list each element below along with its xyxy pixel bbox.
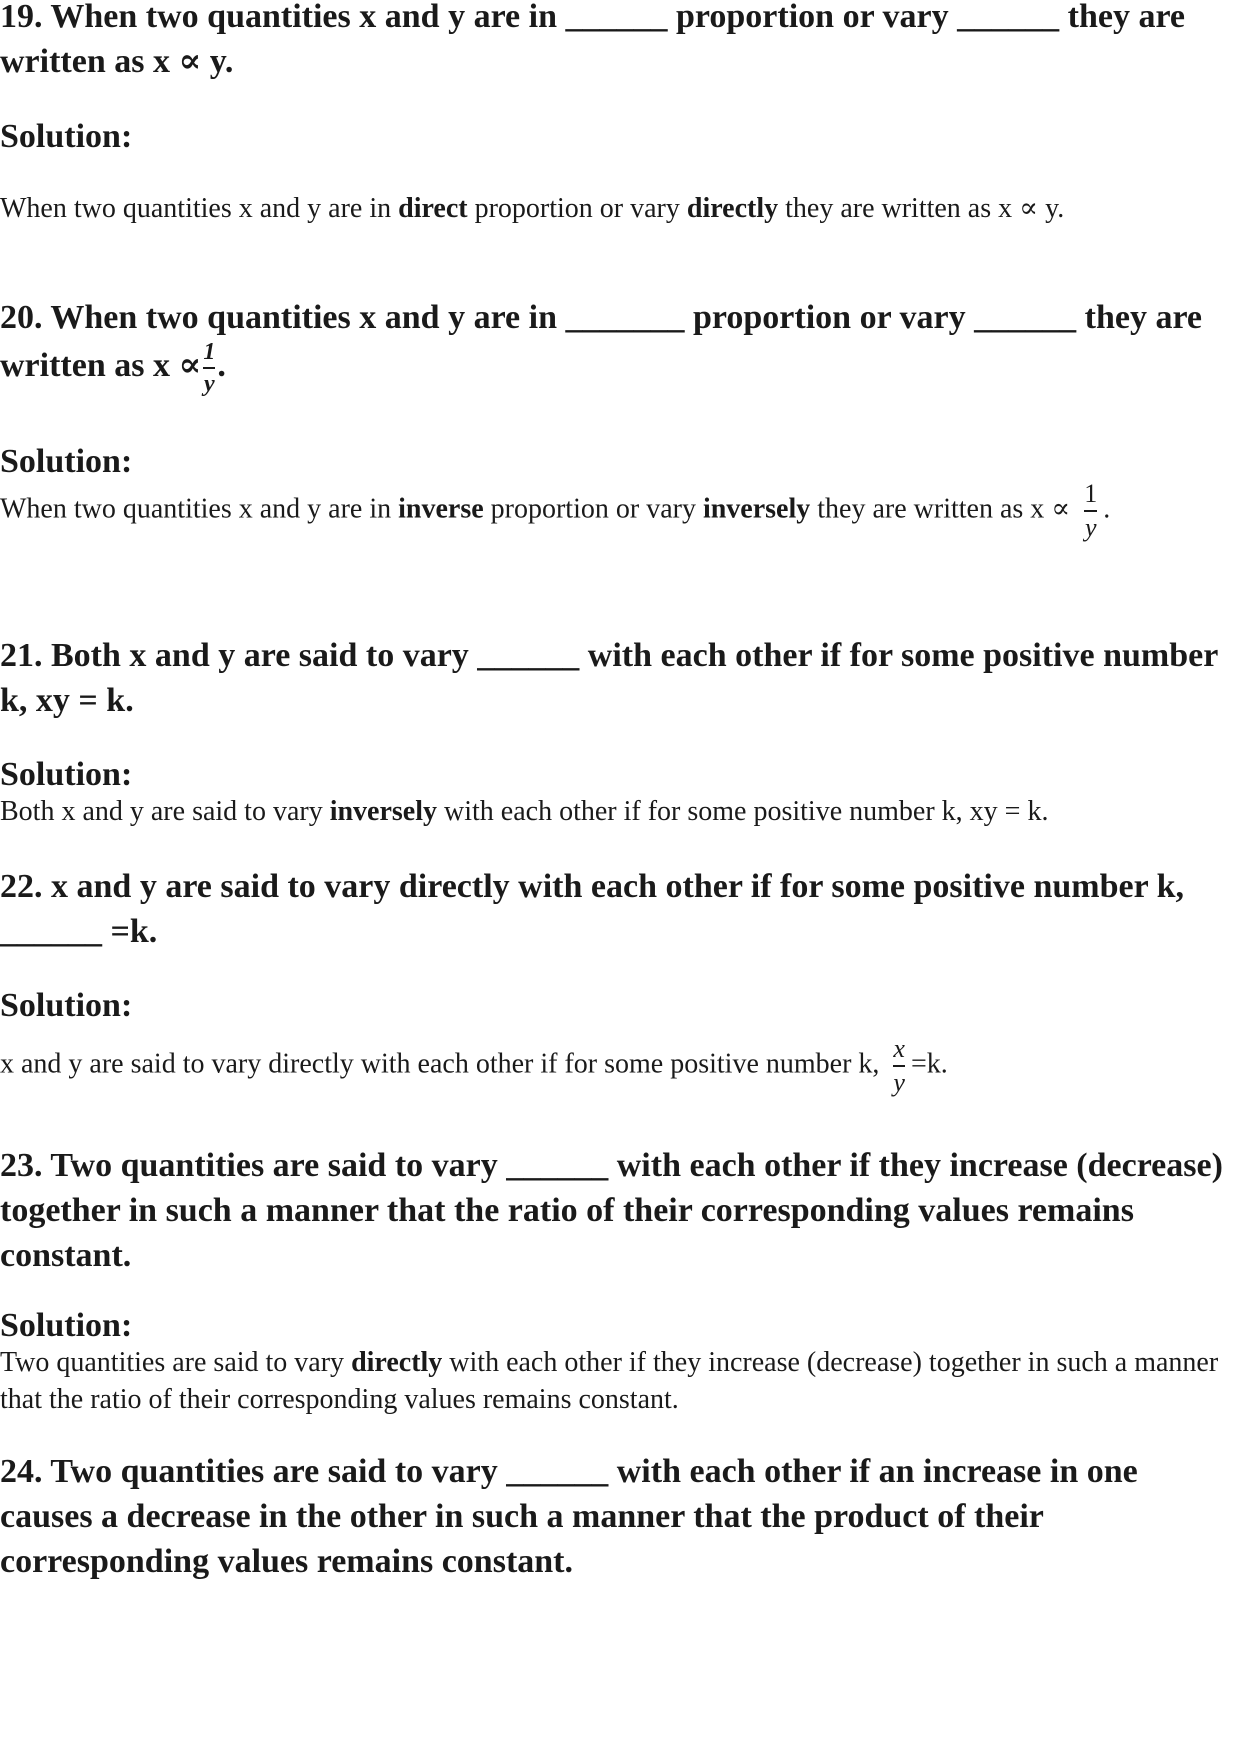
fraction-one-over-y: $\frac{1}{y}$ bbox=[1084, 479, 1098, 542]
solution-heading-22: Solution: bbox=[0, 987, 133, 1024]
question-20: 20. When two quantities x and y are in _______ proportion or vary ______ they are written as x ∝ $\frac{1}{y}$ . bbox=[0, 299, 1203, 397]
question-22: 22. x and y are said to vary directly with each other if for some positive number k, ______ =k. bbox=[0, 868, 1184, 950]
fraction-x-over-y: $\frac{x}{y}$ bbox=[893, 1034, 905, 1097]
fraction-one-over-y: $\frac{1}{y}$ bbox=[203, 339, 216, 397]
question-23: 23. Two quantities are said to vary ______ with each other if they increase (decrease) together in such a manner that the ratio of their corresponding values remains constant. bbox=[0, 1147, 1223, 1274]
solution-text-22: x and y are said to vary directly with each other if for some positive number k, $\frac{x}{y}$ =k. bbox=[0, 1034, 948, 1097]
solution-heading-21: Solution: bbox=[0, 756, 133, 793]
solution-heading-23: Solution: bbox=[0, 1307, 133, 1344]
question-21: 21. Both x and y are said to vary ______ with each other if for some positive number k, xy = k. bbox=[0, 637, 1218, 719]
solution-heading-19: Solution: bbox=[0, 118, 133, 155]
question-19: 19. When two quantities x and y are in ______ proportion or vary ______ they are written as x ∝ y. bbox=[0, 0, 1186, 80]
solution-text-21: Both x and y are said to vary inversely with each other if for some positive number k, xy = k. bbox=[0, 796, 1049, 827]
solution-heading-20: Solution: bbox=[0, 443, 133, 480]
solution-text-20: When two quantities x and y are in inverse proportion or vary inversely they are written as x ∝ $\frac{1}{y}$ . bbox=[0, 479, 1111, 542]
solution-text-23: Two quantities are said to vary directly with each other if they increase (decrease) together in such a manner that the ratio of their corresponding values remains constant. bbox=[0, 1347, 1219, 1415]
solution-text-19: When two quantities x and y are in direct proportion or vary directly they are written as x ∝ y. bbox=[0, 193, 1065, 224]
question-24: 24. Two quantities are said to vary ______ with each other if an increase in one causes a decrease in the other in such a manner that the product of their corresponding values remains constant. bbox=[0, 1453, 1138, 1580]
